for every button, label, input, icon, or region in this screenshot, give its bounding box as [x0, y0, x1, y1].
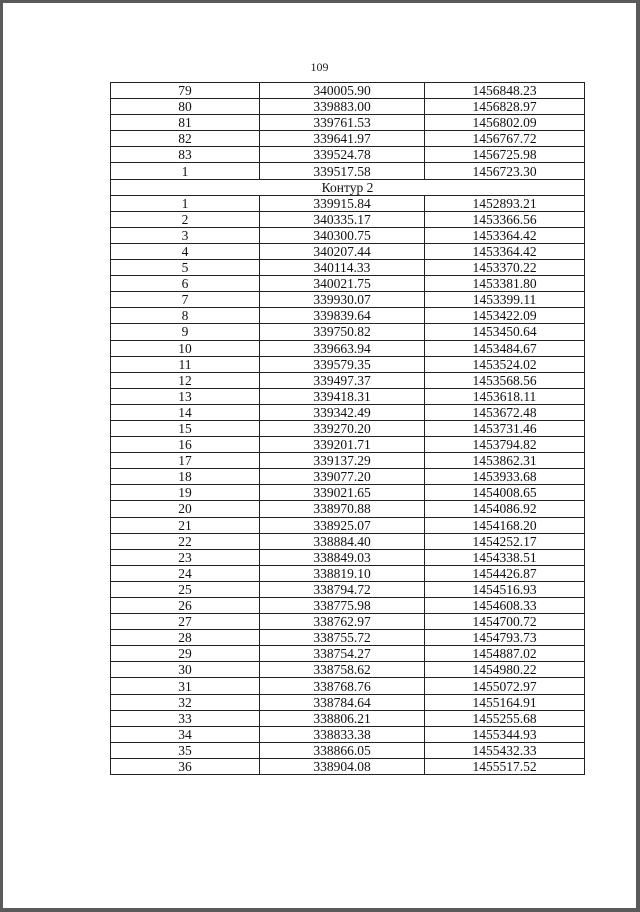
y-coordinate-cell: 1456767.72 [425, 131, 585, 147]
table-row [111, 388, 585, 404]
table-row [111, 115, 585, 131]
x-coordinate-cell: 338819.10 [260, 565, 425, 581]
point-number-cell: 34 [111, 726, 260, 742]
table-row [111, 163, 585, 179]
page-number: 109 [310, 60, 329, 74]
x-coordinate-cell: 338784.64 [260, 694, 425, 710]
y-coordinate-cell: 1453364.42 [425, 227, 585, 243]
table-row [111, 83, 585, 99]
document-page [3, 3, 636, 908]
point-number-cell: 7 [111, 292, 260, 308]
x-coordinate-cell: 338970.88 [260, 501, 425, 517]
x-coordinate-cell: 339750.82 [260, 324, 425, 340]
y-coordinate-cell: 1453933.68 [425, 469, 585, 485]
x-coordinate-cell: 338775.98 [260, 598, 425, 614]
x-coordinate-cell: 338762.97 [260, 614, 425, 630]
table-row [111, 340, 585, 356]
x-coordinate-cell: 339663.94 [260, 340, 425, 356]
table-row [111, 131, 585, 147]
table-row [111, 437, 585, 453]
y-coordinate-cell: 1453484.67 [425, 340, 585, 356]
y-coordinate-cell: 1454426.87 [425, 565, 585, 581]
x-coordinate-cell: 339201.71 [260, 437, 425, 453]
x-coordinate-cell: 338904.08 [260, 758, 425, 774]
x-coordinate-cell: 340021.75 [260, 276, 425, 292]
table-row [111, 758, 585, 774]
point-number-cell: 31 [111, 678, 260, 694]
y-coordinate-cell: 1455072.97 [425, 678, 585, 694]
y-coordinate-cell: 1453381.80 [425, 276, 585, 292]
table-row [111, 260, 585, 276]
coordinates-table [110, 82, 585, 775]
section-header-row-group [111, 179, 585, 195]
y-coordinate-cell: 1456828.97 [425, 99, 585, 115]
point-number-cell: 21 [111, 517, 260, 533]
table-row [111, 694, 585, 710]
x-coordinate-cell: 339761.53 [260, 115, 425, 131]
x-coordinate-cell: 339883.00 [260, 99, 425, 115]
y-coordinate-cell: 1454793.73 [425, 630, 585, 646]
y-coordinate-cell: 1453862.31 [425, 453, 585, 469]
x-coordinate-cell: 339270.20 [260, 420, 425, 436]
y-coordinate-cell: 1454608.33 [425, 598, 585, 614]
y-coordinate-cell: 1454086.92 [425, 501, 585, 517]
point-number-cell: 19 [111, 485, 260, 501]
point-number-cell: 14 [111, 404, 260, 420]
y-coordinate-cell: 1454338.51 [425, 549, 585, 565]
table-row [111, 726, 585, 742]
y-coordinate-cell: 1453366.56 [425, 211, 585, 227]
y-coordinate-cell: 1454700.72 [425, 614, 585, 630]
x-coordinate-cell: 339497.37 [260, 372, 425, 388]
table-row [111, 211, 585, 227]
point-number-cell: 5 [111, 260, 260, 276]
point-number-cell: 1 [111, 195, 260, 211]
x-coordinate-cell: 339021.65 [260, 485, 425, 501]
table-row [111, 276, 585, 292]
x-coordinate-cell: 339839.64 [260, 308, 425, 324]
point-number-cell: 3 [111, 227, 260, 243]
point-number-cell: 6 [111, 276, 260, 292]
point-number-cell: 1 [111, 163, 260, 179]
y-coordinate-cell: 1456802.09 [425, 115, 585, 131]
x-coordinate-cell: 338884.40 [260, 533, 425, 549]
y-coordinate-cell: 1454008.65 [425, 485, 585, 501]
point-number-cell: 10 [111, 340, 260, 356]
x-coordinate-cell: 339517.58 [260, 163, 425, 179]
table-row [111, 147, 585, 163]
x-coordinate-cell: 340335.17 [260, 211, 425, 227]
x-coordinate-cell: 339418.31 [260, 388, 425, 404]
section-header-row [111, 179, 585, 195]
table-row [111, 710, 585, 726]
point-number-cell: 30 [111, 662, 260, 678]
point-number-cell: 33 [111, 710, 260, 726]
table-row [111, 485, 585, 501]
table-row [111, 549, 585, 565]
table-row [111, 469, 585, 485]
point-number-cell: 24 [111, 565, 260, 581]
y-coordinate-cell: 1455255.68 [425, 710, 585, 726]
y-coordinate-cell: 1453524.02 [425, 356, 585, 372]
x-coordinate-cell: 340005.90 [260, 83, 425, 99]
table-row [111, 501, 585, 517]
point-number-cell: 27 [111, 614, 260, 630]
y-coordinate-cell: 1453422.09 [425, 308, 585, 324]
point-number-cell: 25 [111, 581, 260, 597]
x-coordinate-cell: 340300.75 [260, 227, 425, 243]
y-coordinate-cell: 1453672.48 [425, 404, 585, 420]
table-row [111, 292, 585, 308]
table-row [111, 453, 585, 469]
x-coordinate-cell: 338768.76 [260, 678, 425, 694]
point-number-cell: 2 [111, 211, 260, 227]
point-number-cell: 35 [111, 742, 260, 758]
x-coordinate-cell: 338754.27 [260, 646, 425, 662]
x-coordinate-cell: 338833.38 [260, 726, 425, 742]
y-coordinate-cell: 1454980.22 [425, 662, 585, 678]
table-row [111, 581, 585, 597]
y-coordinate-cell: 1455344.93 [425, 726, 585, 742]
y-coordinate-cell: 1453399.11 [425, 292, 585, 308]
x-coordinate-cell: 339342.49 [260, 404, 425, 420]
point-number-cell: 79 [111, 83, 260, 99]
y-coordinate-cell: 1456723.30 [425, 163, 585, 179]
x-coordinate-cell: 338794.72 [260, 581, 425, 597]
table-row [111, 356, 585, 372]
point-number-cell: 81 [111, 115, 260, 131]
point-number-cell: 17 [111, 453, 260, 469]
table-row [111, 227, 585, 243]
table-row [111, 243, 585, 259]
y-coordinate-cell: 1454887.02 [425, 646, 585, 662]
table-row [111, 678, 585, 694]
table-row [111, 533, 585, 549]
y-coordinate-cell: 1453450.64 [425, 324, 585, 340]
point-number-cell: 20 [111, 501, 260, 517]
x-coordinate-cell: 339137.29 [260, 453, 425, 469]
x-coordinate-cell: 338925.07 [260, 517, 425, 533]
x-coordinate-cell: 338849.03 [260, 549, 425, 565]
y-coordinate-cell: 1455164.91 [425, 694, 585, 710]
x-coordinate-cell: 339930.07 [260, 292, 425, 308]
point-number-cell: 23 [111, 549, 260, 565]
y-coordinate-cell: 1454168.20 [425, 517, 585, 533]
y-coordinate-cell: 1453364.42 [425, 243, 585, 259]
x-coordinate-cell: 339915.84 [260, 195, 425, 211]
point-number-cell: 83 [111, 147, 260, 163]
y-coordinate-cell: 1453370.22 [425, 260, 585, 276]
point-number-cell: 36 [111, 758, 260, 774]
x-coordinate-cell: 338755.72 [260, 630, 425, 646]
y-coordinate-cell: 1452893.21 [425, 195, 585, 211]
point-number-cell: 13 [111, 388, 260, 404]
x-coordinate-cell: 339579.35 [260, 356, 425, 372]
y-coordinate-cell: 1453731.46 [425, 420, 585, 436]
y-coordinate-cell: 1456848.23 [425, 83, 585, 99]
point-number-cell: 11 [111, 356, 260, 372]
point-number-cell: 15 [111, 420, 260, 436]
y-coordinate-cell: 1454516.93 [425, 581, 585, 597]
table-row [111, 99, 585, 115]
point-number-cell: 32 [111, 694, 260, 710]
table-body-bottom [111, 195, 585, 774]
point-number-cell: 80 [111, 99, 260, 115]
table-row [111, 324, 585, 340]
x-coordinate-cell: 338758.62 [260, 662, 425, 678]
table-row [111, 420, 585, 436]
y-coordinate-cell: 1453568.56 [425, 372, 585, 388]
x-coordinate-cell: 338866.05 [260, 742, 425, 758]
table-row [111, 742, 585, 758]
point-number-cell: 12 [111, 372, 260, 388]
table-row [111, 372, 585, 388]
x-coordinate-cell: 340207.44 [260, 243, 425, 259]
point-number-cell: 26 [111, 598, 260, 614]
table-row [111, 614, 585, 630]
table-row [111, 630, 585, 646]
table-row [111, 598, 585, 614]
y-coordinate-cell: 1456725.98 [425, 147, 585, 163]
table-row [111, 195, 585, 211]
y-coordinate-cell: 1453618.11 [425, 388, 585, 404]
table-row [111, 646, 585, 662]
point-number-cell: 28 [111, 630, 260, 646]
point-number-cell: 9 [111, 324, 260, 340]
y-coordinate-cell: 1455517.52 [425, 758, 585, 774]
y-coordinate-cell: 1455432.33 [425, 742, 585, 758]
table-row [111, 662, 585, 678]
point-number-cell: 82 [111, 131, 260, 147]
point-number-cell: 4 [111, 243, 260, 259]
point-number-cell: 18 [111, 469, 260, 485]
y-coordinate-cell: 1454252.17 [425, 533, 585, 549]
table-row [111, 517, 585, 533]
x-coordinate-cell: 338806.21 [260, 710, 425, 726]
table-body-top [111, 83, 585, 180]
point-number-cell: 8 [111, 308, 260, 324]
table-row [111, 308, 585, 324]
x-coordinate-cell: 339641.97 [260, 131, 425, 147]
table-row [111, 565, 585, 581]
y-coordinate-cell: 1453794.82 [425, 437, 585, 453]
point-number-cell: 29 [111, 646, 260, 662]
point-number-cell: 16 [111, 437, 260, 453]
x-coordinate-cell: 339524.78 [260, 147, 425, 163]
table-row [111, 404, 585, 420]
section-label: Контур 2 [111, 179, 585, 195]
x-coordinate-cell: 340114.33 [260, 260, 425, 276]
x-coordinate-cell: 339077.20 [260, 469, 425, 485]
point-number-cell: 22 [111, 533, 260, 549]
